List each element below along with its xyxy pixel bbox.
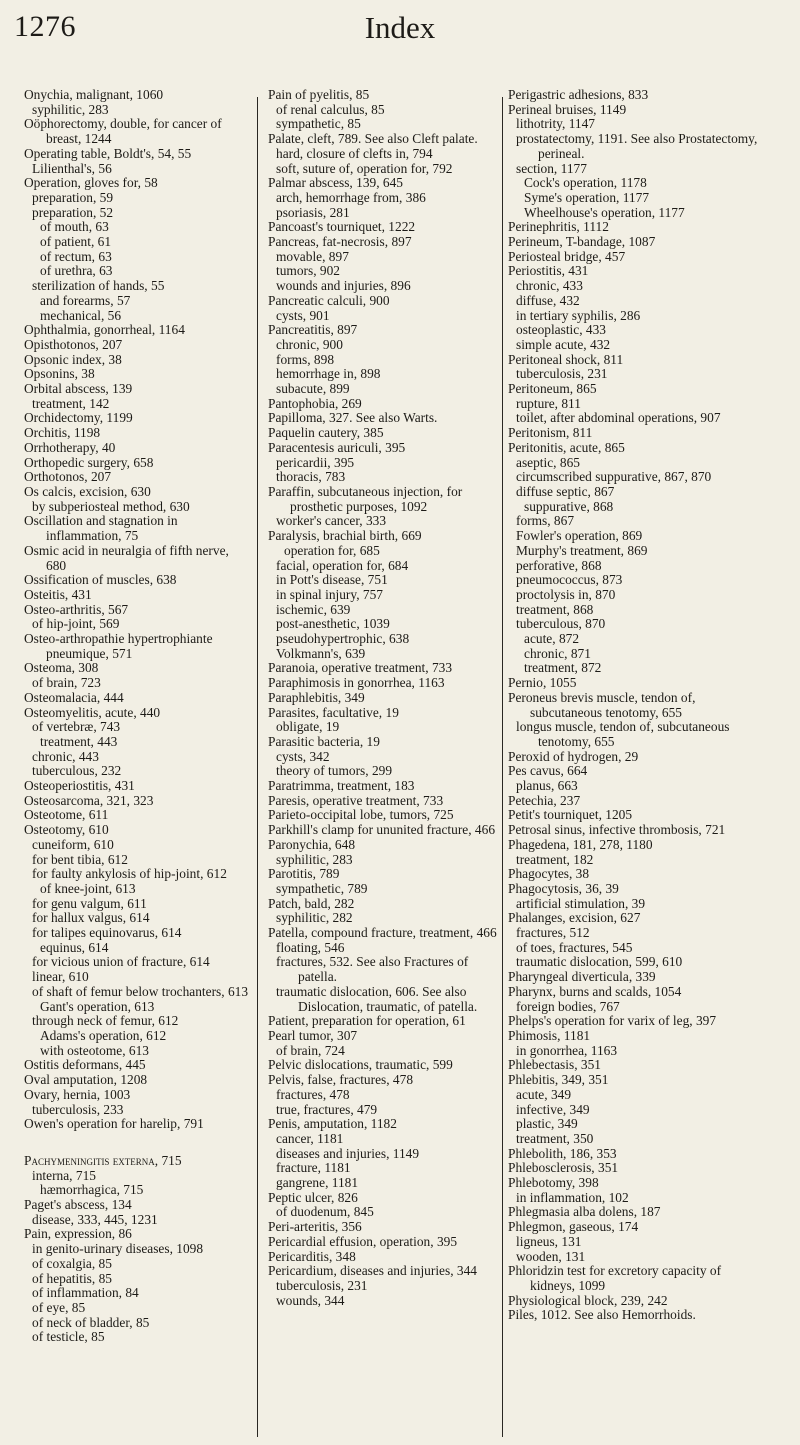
index-entry: Volkmann's, 639 xyxy=(276,645,366,661)
index-entry: of toes, fractures, 545 xyxy=(516,939,633,955)
index-entry: treatment, 350 xyxy=(516,1130,594,1146)
index-entry: syphilitic, 283 xyxy=(32,101,109,117)
index-entry: of rectum, 63 xyxy=(40,248,112,264)
index-entry: Os calcis, excision, 630 xyxy=(24,483,151,499)
index-entry: Opsonins, 38 xyxy=(24,366,95,382)
index-entry: chronic, 433 xyxy=(516,278,583,294)
index-entry: Wheelhouse's operation, 1177 xyxy=(524,204,685,220)
index-entry: aseptic, 865 xyxy=(516,454,580,470)
index-entry: equinus, 614 xyxy=(40,939,109,955)
index-entry: fractures, 532. See also Fractures of patella. xyxy=(276,954,469,985)
index-entry: cancer, 1181 xyxy=(276,1130,344,1146)
index-entry: Pernio, 1055 xyxy=(508,675,577,691)
index-entry: of urethra, 63 xyxy=(40,263,113,279)
index-entry: for genu valgum, 611 xyxy=(32,895,147,911)
index-entry: Phlebolith, 186, 353 xyxy=(508,1145,617,1161)
index-entry: in genito-urinary diseases, 1098 xyxy=(32,1241,204,1257)
index-entry: Periosteal bridge, 457 xyxy=(508,248,626,264)
index-entry: disease, 333, 445, 1231 xyxy=(32,1211,158,1227)
index-entry: Pericarditis, 348 xyxy=(268,1248,356,1264)
index-entry: Opsonic index, 38 xyxy=(24,351,122,367)
index-entry: ligneus, 131 xyxy=(516,1233,582,1249)
index-entry: Perineum, T-bandage, 1087 xyxy=(508,234,656,250)
index-entry: Osteoma, 308 xyxy=(24,660,99,676)
index-entry: Peptic ulcer, 826 xyxy=(268,1189,358,1205)
index-entry: Phloridzin test for excretory capacity of kidneys, 1099 xyxy=(508,1263,722,1293)
index-entry: diffuse septic, 867 xyxy=(516,483,615,499)
index-entry: Oöphorectomy, double, for cancer of breast, 1244 xyxy=(24,116,222,147)
index-entry: Pharynx, burns and scalds, 1054 xyxy=(508,983,682,999)
index-entry: facial, operation for, 684 xyxy=(276,557,409,573)
index-entry: Paronychia, 648 xyxy=(268,836,356,852)
index-entry: circumscribed suppurative, 867, 870 xyxy=(516,469,712,485)
index-entry: Ovary, hernia, 1003 xyxy=(24,1086,131,1102)
page-number: 1276 xyxy=(14,10,76,43)
index-entry: of neck of bladder, 85 xyxy=(32,1314,150,1330)
index-entry: Osteosarcoma, 321, 323 xyxy=(24,792,154,808)
index-entry: Phalanges, excision, 627 xyxy=(508,910,641,926)
index-entry: syphilitic, 282 xyxy=(276,910,353,926)
index-entry: gangrene, 1181 xyxy=(276,1175,359,1191)
index-entry: tuberculous, 870 xyxy=(516,616,606,632)
index-entry: Parasitic bacteria, 19 xyxy=(268,733,380,749)
index-entry: Murphy's treatment, 869 xyxy=(516,542,648,558)
index-entry: post-anesthetic, 1039 xyxy=(276,616,390,632)
index-entry: tuberculosis, 231 xyxy=(276,1277,368,1293)
index-entry: theory of tumors, 299 xyxy=(276,763,393,779)
index-entry: of hip-joint, 569 xyxy=(32,616,120,632)
index-entry: Palate, cleft, 789. See also Cleft palate. xyxy=(268,131,478,147)
index-entry: Pancreas, fat-necrosis, 897 xyxy=(268,234,412,250)
index-entry: Oval amputation, 1208 xyxy=(24,1072,148,1088)
index-entry: toilet, after abdominal operations, 907 xyxy=(516,410,721,426)
index-entry: true, fractures, 479 xyxy=(276,1101,378,1117)
index-entry: acute, 872 xyxy=(524,631,580,647)
index-entry: Petit's tourniquet, 1205 xyxy=(508,807,633,823)
index-entry: wounds, 344 xyxy=(276,1292,345,1308)
index-column-1 xyxy=(24,88,252,1345)
index-entry: hemorrhage in, 898 xyxy=(276,366,381,382)
index-entry: Paranoia, operative treatment, 733 xyxy=(268,660,453,676)
index-entry: interna, 715 xyxy=(32,1167,96,1183)
index-entry: sympathetic, 85 xyxy=(276,116,361,132)
index-entry: of eye, 85 xyxy=(32,1299,86,1315)
index-column-3 xyxy=(508,88,758,1323)
index-entry: syphilitic, 283 xyxy=(276,851,353,867)
index-entry: for hallux valgus, 614 xyxy=(32,910,150,926)
index-entry: Ossification of muscles, 638 xyxy=(24,572,177,588)
index-entry: of inflammation, 84 xyxy=(32,1285,139,1301)
index-entry: wounds and injuries, 896 xyxy=(276,278,411,294)
index-entry: Syme's operation, 1177 xyxy=(524,189,650,205)
index-entry: Patella, compound fracture, treatment, 466 xyxy=(268,925,497,941)
index-entry: prostatectomy, 1191. See also Prostatectomy, perineal. xyxy=(516,131,758,161)
index-entry: chronic, 443 xyxy=(32,748,99,764)
index-entry: Phlebitis, 349, 351 xyxy=(508,1072,609,1088)
index-entry: Paralysis, brachial birth, 669 xyxy=(268,528,422,544)
index-entry: Operating table, Boldt's, 54, 55 xyxy=(24,145,192,161)
index-entry: chronic, 900 xyxy=(276,336,343,352)
index-entry: ischemic, 639 xyxy=(276,601,351,617)
index-entry: Paratrimma, treatment, 183 xyxy=(268,778,415,794)
index-entry: Pain of pyelitis, 85 xyxy=(268,87,370,102)
index-entry: Osteitis, 431 xyxy=(24,586,92,602)
index-entry: Paraphlebitis, 349 xyxy=(268,689,365,705)
index-entry: Parkhill's clamp for ununited fracture, 466 xyxy=(268,822,496,838)
index-entry: plastic, 349 xyxy=(516,1116,578,1132)
index-entry: Parieto-occipital lobe, tumors, 725 xyxy=(268,807,454,823)
index-entry: treatment, 182 xyxy=(516,851,594,867)
index-entry: and forearms, 57 xyxy=(40,292,131,308)
index-entry: Palmar abscess, 139, 645 xyxy=(268,175,403,191)
index-entry: with osteotome, 613 xyxy=(40,1042,149,1058)
index-entry: traumatic dislocation, 599, 610 xyxy=(516,954,683,970)
index-entry: Peroneus brevis muscle, tendon of, subcutaneous tenotomy, 655 xyxy=(508,689,696,720)
index-entry: acute, 349 xyxy=(516,1086,572,1102)
index-entry: Phelps's operation for varix of leg, 397 xyxy=(508,1013,717,1029)
index-entry: Lilienthal's, 56 xyxy=(32,160,112,176)
index-entry: suppurative, 868 xyxy=(524,498,614,514)
index-entry: Paget's abscess, 134 xyxy=(24,1197,132,1213)
index-entry: tuberculosis, 233 xyxy=(32,1101,124,1117)
index-entry: of brain, 723 xyxy=(32,675,101,691)
index-entry: Pancoast's tourniquet, 1222 xyxy=(268,219,416,235)
index-entry: Osteomyelitis, acute, 440 xyxy=(24,704,161,720)
index-entry: planus, 663 xyxy=(516,778,578,794)
index-entry: Parasites, facultative, 19 xyxy=(268,704,399,720)
index-entry: of duodenum, 845 xyxy=(276,1204,374,1220)
index-entry: Physiological block, 239, 242 xyxy=(508,1292,668,1308)
index-entry: Pantophobia, 269 xyxy=(268,395,362,411)
index-entry: fractures, 478 xyxy=(276,1086,350,1102)
index-entry: Paraphimosis in gonorrhea, 1163 xyxy=(268,675,445,691)
index-entry: longus muscle, tendon of, subcutaneous tenotomy, 655 xyxy=(516,719,730,749)
index-entry: arch, hemorrhage from, 386 xyxy=(276,189,426,205)
index-entry: Pancreatitis, 897 xyxy=(268,322,358,338)
index-entry: treatment, 142 xyxy=(32,395,110,411)
index-entry: in spinal injury, 757 xyxy=(276,586,383,602)
index-entry: Peri-arteritis, 356 xyxy=(268,1219,362,1235)
index-entry: Pancreatic calculi, 900 xyxy=(268,292,390,308)
index-entry: Pericardial effusion, operation, 395 xyxy=(268,1233,458,1249)
index-entry: psoriasis, 281 xyxy=(276,204,350,220)
index-entry: Phlegmon, gaseous, 174 xyxy=(508,1219,639,1235)
index-entry: Parotitis, 789 xyxy=(268,866,340,882)
index-entry: Pearl tumor, 307 xyxy=(268,1028,358,1043)
index-entry: Osmic acid in neuralgia of fifth nerve, 680 xyxy=(24,542,229,573)
index-entry: preparation, 52 xyxy=(32,204,114,220)
index-entry: of shaft of femur below trochanters, 613 xyxy=(32,983,249,999)
index-entry: worker's cancer, 333 xyxy=(276,513,387,529)
index-entry: preparation, 59 xyxy=(32,189,114,205)
index-entry: proctolysis in, 870 xyxy=(516,586,616,602)
index-column-2 xyxy=(268,88,500,1308)
index-entry: obligate, 19 xyxy=(276,719,340,735)
index-entry: mechanical, 56 xyxy=(40,307,122,323)
index-entry: rupture, 811 xyxy=(516,395,581,411)
index-entry: wooden, 131 xyxy=(516,1248,586,1264)
index-entry: Phagocytes, 38 xyxy=(508,866,590,882)
index-entry: operation for, 685 xyxy=(284,542,380,558)
index-entry: forms, 898 xyxy=(276,351,335,367)
index-entry: Papilloma, 327. See also Warts. xyxy=(268,410,438,426)
index-entry: perforative, 868 xyxy=(516,557,602,573)
index-entry: Pelvic dislocations, traumatic, 599 xyxy=(268,1057,453,1073)
index-entry: fracture, 1181 xyxy=(276,1160,351,1176)
index-entry: Pharyngeal diverticula, 339 xyxy=(508,969,656,985)
index-entry: Phlebosclerosis, 351 xyxy=(508,1160,619,1176)
index-entry: Peritonism, 811 xyxy=(508,425,593,441)
index-entry: Phagedena, 181, 278, 1180 xyxy=(508,836,653,852)
index-entry: Cock's operation, 1178 xyxy=(524,175,647,191)
index-entry: of knee-joint, 613 xyxy=(40,880,136,896)
index-entry: Pericardium, diseases and injuries, 344 xyxy=(268,1263,477,1279)
index-entry: Phimosis, 1181 xyxy=(508,1028,591,1043)
index-entry: for vicious union of fracture, 614 xyxy=(32,954,210,970)
index-entry: Periostitis, 431 xyxy=(508,263,589,279)
index-entry: Operation, gloves for, 58 xyxy=(24,175,158,191)
index-entry: section, 1177 xyxy=(516,160,587,176)
index-entry: Paresis, operative treatment, 733 xyxy=(268,792,444,808)
index-entry: Orchitis, 1198 xyxy=(24,425,101,441)
index-entry: Peritoneal shock, 811 xyxy=(508,351,624,367)
index-entry: for bent tibia, 612 xyxy=(32,851,128,867)
index-entry: of renal calculus, 85 xyxy=(276,101,385,117)
index-entry: pseudohypertrophic, 638 xyxy=(276,631,410,647)
index-entry: of hepatitis, 85 xyxy=(32,1270,112,1286)
index-entry: chronic, 871 xyxy=(524,645,591,661)
index-entry: in Pott's disease, 751 xyxy=(276,572,388,588)
index-entry: movable, 897 xyxy=(276,248,349,264)
index-entry: cysts, 901 xyxy=(276,307,330,323)
index-entry: Osteo-arthropathie hypertrophiante pneumique, 571 xyxy=(24,631,213,661)
index-entry: cuneiform, 610 xyxy=(32,836,114,852)
index-entry: treatment, 443 xyxy=(40,733,118,749)
index-entry: Oscillation and stagnation in inflammation, 75 xyxy=(24,513,178,544)
index-entry: Perineal bruises, 1149 xyxy=(508,101,627,117)
index-entry: Paraffin, subcutaneous injection, for prosthetic purposes, 1092 xyxy=(268,483,463,514)
index-entry: Paracentesis auriculi, 395 xyxy=(268,439,406,455)
index-entry: foreign bodies, 767 xyxy=(516,998,620,1014)
index-entry: osteoplastic, 433 xyxy=(516,322,607,338)
index-entry: of vertebræ, 743 xyxy=(32,719,121,735)
index-entry: for faulty ankylosis of hip-joint, 612 xyxy=(32,866,227,882)
index-entry: Orrhotherapy, 40 xyxy=(24,439,116,455)
index-entry: Osteomalacia, 444 xyxy=(24,689,124,705)
index-entry: Phagocytosis, 36, 39 xyxy=(508,880,619,896)
index-entry: Petechia, 237 xyxy=(508,792,581,808)
index-entry: of testicle, 85 xyxy=(32,1329,105,1345)
index-entry: diffuse, 432 xyxy=(516,292,580,308)
index-entry: Ophthalmia, gonorrheal, 1164 xyxy=(24,322,185,338)
index-entry: Onychia, malignant, 1060 xyxy=(24,87,164,102)
index-entry: in gonorrhea, 1163 xyxy=(516,1042,618,1058)
index-entry: Orbital abscess, 139 xyxy=(24,381,133,397)
index-entry: of coxalgia, 85 xyxy=(32,1255,112,1271)
index-entry: pneumococcus, 873 xyxy=(516,572,623,588)
index-entry: for talipes equinovarus, 614 xyxy=(32,925,182,941)
index-entry: Paquelin cautery, 385 xyxy=(268,425,384,441)
index-entry: by subperiosteal method, 630 xyxy=(32,498,190,514)
index-entry: Osteotomy, 610 xyxy=(24,822,109,838)
index-entry: Osteo-arthritis, 567 xyxy=(24,601,129,617)
index-entry: in tertiary syphilis, 286 xyxy=(516,307,641,323)
index-entry: linear, 610 xyxy=(32,969,89,985)
index-entry: of patient, 61 xyxy=(40,234,112,250)
index-entry: Peroxid of hydrogen, 29 xyxy=(508,748,639,764)
index-entry: Orthopedic surgery, 658 xyxy=(24,454,154,470)
index-entry: through neck of femur, 612 xyxy=(32,1013,179,1029)
index-entry: Fowler's operation, 869 xyxy=(516,528,643,544)
index-entry: Piles, 1012. See also Hemorrhoids. xyxy=(508,1307,696,1323)
index-entry: Patient, preparation for operation, 61 xyxy=(268,1013,466,1029)
index-entry: fractures, 512 xyxy=(516,925,590,941)
index-entry: sterilization of hands, 55 xyxy=(32,278,165,294)
index-entry: treatment, 868 xyxy=(516,601,594,617)
index-entry: floating, 546 xyxy=(276,939,345,955)
index-entry: pericardii, 395 xyxy=(276,454,355,470)
index-entry: thoracis, 783 xyxy=(276,469,346,485)
index-entry: Orchidectomy, 1199 xyxy=(24,410,133,426)
index-entry: Penis, amputation, 1182 xyxy=(268,1116,397,1132)
index-entry: Osteotome, 611 xyxy=(24,807,109,823)
index-entry: Ostitis deformans, 445 xyxy=(24,1057,146,1073)
index-entry: Pachymeningitis externa, 715 xyxy=(24,1152,182,1168)
index-entry: cysts, 342 xyxy=(276,748,330,764)
index-entry: Phlebotomy, 398 xyxy=(508,1175,599,1191)
index-entry: Orthotonos, 207 xyxy=(24,469,112,485)
index-entry: tumors, 902 xyxy=(276,263,340,279)
index-entry: tuberculosis, 231 xyxy=(516,366,608,382)
index-entry: Peritoneum, 865 xyxy=(508,381,597,397)
index-entry: diseases and injuries, 1149 xyxy=(276,1145,420,1161)
index-entry: Gant's operation, 613 xyxy=(40,998,155,1014)
index-entry: Pelvis, false, fractures, 478 xyxy=(268,1072,414,1088)
index-entry: Patch, bald, 282 xyxy=(268,895,355,911)
index-entry: Pes cavus, 664 xyxy=(508,763,588,779)
index-entry: Phlebectasis, 351 xyxy=(508,1057,601,1073)
index-entry: Owen's operation for harelip, 791 xyxy=(24,1116,204,1132)
index-entry: Phlegmasia alba dolens, 187 xyxy=(508,1204,661,1220)
index-entry: simple acute, 432 xyxy=(516,336,611,352)
index-entry: infective, 349 xyxy=(516,1101,590,1117)
index-entry: Petrosal sinus, infective thrombosis, 721 xyxy=(508,822,726,838)
index-entry: soft, suture of, operation for, 792 xyxy=(276,160,453,176)
index-entry: hæmorrhagica, 715 xyxy=(40,1182,144,1198)
index-entry: in inflammation, 102 xyxy=(516,1189,629,1205)
index-entry: hard, closure of clefts in, 794 xyxy=(276,145,433,161)
index-entry: Peritonitis, acute, 865 xyxy=(508,439,625,455)
index-entry: Perigastric adhesions, 833 xyxy=(508,87,649,102)
index-entry: treatment, 872 xyxy=(524,660,602,676)
page-title: Index xyxy=(364,10,436,45)
index-entry: Opisthotonos, 207 xyxy=(24,336,123,352)
index-entry: sympathetic, 789 xyxy=(276,880,368,896)
column-divider xyxy=(257,97,258,1437)
index-entry: Perinephritis, 1112 xyxy=(508,219,609,235)
index-entry: Adams's operation, 612 xyxy=(40,1028,167,1043)
index-entry: forms, 867 xyxy=(516,513,575,529)
index-entry: Osteoperiostitis, 431 xyxy=(24,778,135,794)
index-entry: artificial stimulation, 39 xyxy=(516,895,646,911)
index-entry: Pain, expression, 86 xyxy=(24,1226,132,1242)
index-entry: of mouth, 63 xyxy=(40,219,109,235)
column-divider xyxy=(502,97,503,1437)
index-entry: of brain, 724 xyxy=(276,1042,345,1058)
index-entry: lithotrity, 1147 xyxy=(516,116,595,132)
index-entry: tuberculous, 232 xyxy=(32,763,122,779)
index-entry: subacute, 899 xyxy=(276,381,350,397)
index-entry: traumatic dislocation, 606. See also Dislocation, traumatic, of patella. xyxy=(276,983,478,1014)
